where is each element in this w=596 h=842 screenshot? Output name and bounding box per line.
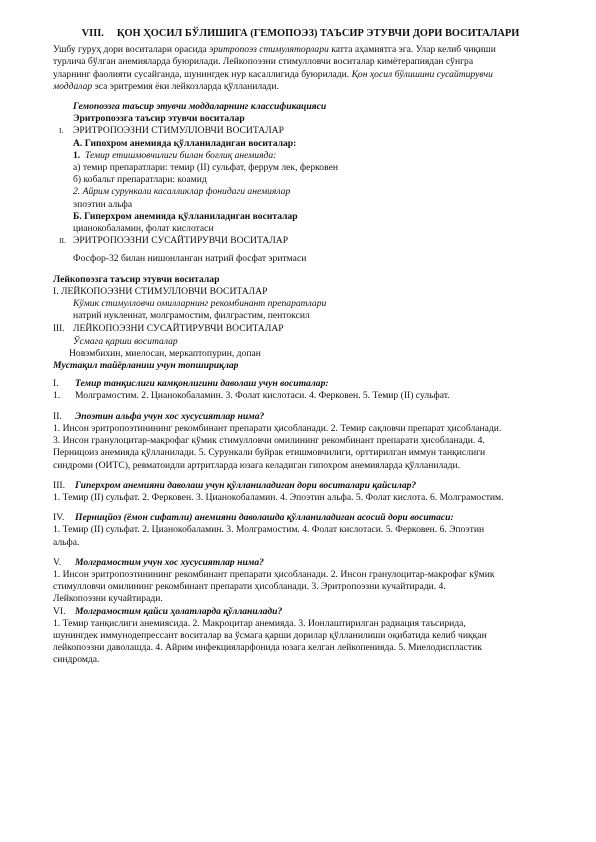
question-6: Молграмостим қайси ҳолатларда қўлланилади? (75, 605, 283, 617)
answer-5-line: стимулловчи омилининг рекомбинант препарати ҳисобланади. 3. Эритропоэзни кучайтиради. 4. (53, 581, 446, 593)
question-4: Перницйоз (ёмон сифатли) анемияни даволашда қўлланиладиган асосий дори воситаси: (75, 512, 454, 524)
question-3: Гиперхром анемияни даволаш учун қўлланиладиган дори воситалари қайсилар? (75, 479, 417, 491)
hypochrom-heading: А. Гипохром анемияда қўлланиладиган воситалар: (73, 137, 297, 149)
erythro-stim-heading: ЭРИТРОПОЭЗНИ СТИМУЛЛОВЧИ ВОСИТАЛАР (73, 125, 284, 137)
chapter-title (53, 28, 548, 40)
intro-text: турлича бўлган анемияларда буюрилади. Лейкопоэзни стимулловчи воситалар кимётерапиядан сўнгра (53, 56, 474, 68)
chronic-anemia-item: 2. Айрим сурункали касалликлар фонидаги анемиялар (73, 186, 291, 198)
intro-text: эса эритремия ёки лейкозларда қўлланилади. (92, 80, 279, 92)
section-marker: I. (59, 126, 64, 136)
question-number: IV. (53, 512, 65, 524)
question-number: I. (53, 378, 59, 390)
intro-text: уларнинг фаолияти сусайганда, шунингдек нур касаллигида буюрилади. (53, 68, 352, 80)
answer-number: 1. (53, 390, 61, 402)
iron-deficiency-item: Темир етишмовчилиги билан боғлиқ анемияда: (85, 149, 277, 161)
cobalt-preparations-item: б) кобальт препаратлари: коамид (73, 174, 207, 186)
iron-preparations-item: а) темир препаратлари: темир (II) сульфат, феррум лек, ферковен (73, 162, 338, 174)
answer-2-line: Перницоиз анемияда қўлланилади. 5. Сурункали буйрак етишмовчилиги, орттирилган иммун танқислиги (53, 447, 486, 459)
tasks-title: Мустақил тайёрланиш учун топшириқлар (53, 360, 239, 372)
leuko-stim-items: натрий нуклеинат, молграмостим, филграстим, пентоксил (73, 310, 310, 322)
answer-2-line: 1. Инсон эритропоэтинининг рекомбинант препарати ҳисобланади. 2. Темир сақловчи препарат ҳисобланади. (53, 422, 502, 434)
leuko-stim-heading: I. ЛЕЙКОПОЭЗНИ СТИМУЛЛОВЧИ ВОСИТАЛАР (53, 285, 268, 297)
intro-paragraph (53, 44, 548, 93)
phosphorus-item: Фосфор-32 билан нишонланган натрий фосфат эритмаси (73, 253, 307, 265)
answer-6-line: шунингдек иммунодепрессант воситалар ва ўсмага қарши дорилар қўлланилиши оқибатида келиб чиққан (53, 629, 487, 641)
intro-text: Ушбу гуруҳ дори воситалари орасида (53, 44, 210, 56)
leuko-suppress-subheading: Ўсмага қарши воситалар (73, 335, 178, 347)
answer-6-line: синдромда. (53, 654, 100, 666)
intro-italic-term: Қон ҳосил бўлишини сусайтирувчи (351, 68, 493, 80)
erythropoiesis-section (53, 113, 548, 265)
answer-2-line: синдроми (ОИТС), ревматоидли артритларда юзага келадиган гипохром анемияларда қўлланилади. (53, 459, 460, 471)
answer-6-line: 1. Темир танқислиги анемиясида. 2. Макроцитар анемияда. 3. Ионлаштирилган радиация таъсирида, (53, 617, 466, 629)
question-1: Темир танқислиги камқонлигини даволаш учун воситалар: (75, 378, 329, 390)
question-5: Молграмостим учун хос хусусиятлар нима? (75, 556, 264, 568)
answer-5-line: Лейкопоэзни кучайтиради. (53, 593, 163, 605)
leuko-header: Лейкопоэзга таъсир этувчи воситалар (53, 273, 220, 285)
leuko-stim-subheading: Кўмик стимулловчи омилларнинг рекомбинант препаратлари (73, 298, 327, 310)
answer-6-line: лейкопоэзни даволашда. 4. Айрим инфекцияларфонида юзага келган лейкопенияда. 5. Миелодиспластик (53, 642, 482, 654)
chapter-number: VIII. (81, 28, 104, 39)
leuko-suppress-items: Новэмбихин, миелосан, меркаптопурин, допан (69, 347, 261, 359)
leuko-suppress-heading: ЛЕЙКОПОЭЗНИ СУСАЙТИРУВЧИ ВОСИТАЛАР (73, 323, 284, 335)
leukopoiesis-section (53, 274, 548, 360)
question-number: II. (53, 410, 62, 422)
classification-title: Гемопоэзга таъсир этувчи моддаларнинг классификацияси (73, 101, 327, 113)
chapter-title-text: ҚОН ҲОСИЛ БЎЛИШИГА (ГЕМОПОЭЗ) ТАЪСИР ЭТУВЧИ ДОРИ ВОСИТАЛАРИ (116, 28, 520, 39)
item-number: 1. (73, 149, 81, 161)
epoetin-item: эпоэтин альфа (73, 198, 133, 210)
erythro-header: Эритропоэзга таъсир этувчи воситалар (73, 113, 245, 125)
question-number: VI. (53, 605, 66, 617)
intro-italic-term: моддалар (53, 80, 93, 92)
tasks-section (53, 378, 548, 666)
section-marker: III. (53, 323, 65, 334)
question-number: V. (53, 556, 62, 568)
answer-3: 1. Темир (II) сульфат. 2. Ферковен. 3. Цианокобаламин. 4. Эпоэтин альфа. 5. Фолат кислота. 6. Молграмостим. (53, 491, 504, 503)
answer-2-line: 3. Инсон гранулоцитар-макрофаг кўмик стимулловчи омилининг рекомбинант препарати ҳисобланади. 4. (53, 435, 485, 447)
answer-1: Молграмостим. 2. Цианокобаламин. 3. Фолат кислотаси. 4. Ферковен. 5. Темир (II) сульфат. (75, 390, 450, 402)
intro-italic-term: эритропоэз стимуляторлари (209, 44, 329, 56)
hyperchrom-heading: Б. Гиперхром анемияда қўлланиладиган воситалар (73, 210, 298, 222)
hyperchrom-items: цианокобаламин, фолат кислотаси (73, 223, 214, 235)
section-marker: II. (59, 236, 66, 246)
intro-text: катта аҳамиятга эга. Улар келиб чиқиши (328, 44, 496, 56)
question-number: III. (53, 479, 65, 491)
question-2: Эпоэтин альфа учун хос хусусиятлар нима? (75, 410, 265, 422)
answer-4-line: альфа. (53, 536, 80, 548)
document-page (53, 28, 548, 667)
answer-5-line: 1. Инсон эритропоэтинининг рекомбинант препарати ҳисобланади. 2. Инсон гранулоцитар-макрофаг кўмик (53, 568, 495, 580)
erythro-suppress-heading: ЭРИТРОПОЭЗНИ СУСАЙТИРУВЧИ ВОСИТАЛАР (73, 235, 289, 247)
answer-4-line: 1. Темир (II) сульфат. 2. Цианокобаламин. 3. Молграмостим. 4. Фолат кислотаси. 5. Ферковен. 6. Эпоэтин (53, 524, 485, 536)
